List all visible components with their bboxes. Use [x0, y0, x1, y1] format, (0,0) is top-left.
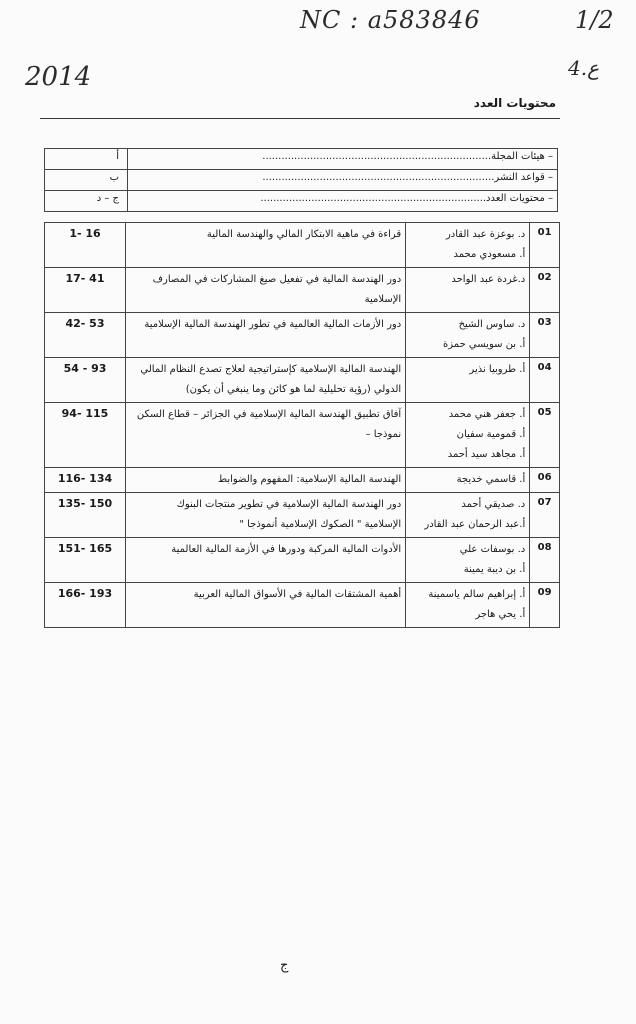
table-row: [45, 170, 558, 191]
article-pages: 116- 134: [45, 468, 126, 493]
article-number: 07: [530, 493, 560, 538]
author-name: أ. بن سويسي حمزة: [443, 339, 526, 350]
title-line: دور الهندسة المالية الإسلامية في تطوير منتجات البنوك: [176, 499, 402, 510]
author-name: أ.عبد الرحمان عبد القادر: [424, 519, 526, 530]
title-line: قراءة في ماهية الابتكار المالي والهندسة المالية: [206, 229, 402, 240]
title-line: دور الهندسة المالية في تفعيل صيغ المشاركات في المصارف: [152, 274, 402, 285]
article-pages: 135- 150: [45, 493, 126, 538]
article-pages: 151- 165: [45, 538, 126, 583]
table-row: [45, 403, 560, 468]
article-authors: [406, 223, 530, 268]
article-authors: [406, 403, 530, 468]
author-name: د. بوسفات علي: [459, 544, 526, 555]
title-line: الأدوات المالية المركبة ودورها في الأزمة المالية العالمية: [171, 544, 402, 555]
front-matter-page: ج – د: [45, 191, 128, 212]
front-matter-page: ب: [45, 170, 128, 191]
title-line: الهندسة المالية الإسلامية كإستراتيجية لعلاج تصدع النظام المالي: [140, 364, 402, 375]
front-matter-label: – محتويات العدد.......................................................................: [128, 191, 558, 212]
article-number: 03: [530, 313, 560, 358]
front-matter-table: [44, 148, 558, 212]
title-line: أهمية المشتقات المالية في الأسواق المالية العربية: [193, 589, 402, 600]
article-authors: [406, 538, 530, 583]
author-name: أ. جعفر هني محمد: [448, 409, 526, 420]
article-authors: [406, 313, 530, 358]
article-title: [125, 223, 405, 268]
article-title: [125, 358, 405, 403]
article-number: 02: [530, 268, 560, 313]
handwritten-reference: NC : a583846: [300, 6, 481, 34]
author-name: د. بوعزة عبد القادر: [445, 229, 526, 240]
article-title: [125, 583, 405, 628]
article-pages: 166- 193: [45, 583, 126, 628]
page-title: محتويات العدد: [473, 96, 556, 110]
article-authors: [406, 268, 530, 313]
article-title: [125, 268, 405, 313]
author-name: أ. يحي هاجر: [475, 609, 526, 620]
article-authors: [406, 493, 530, 538]
article-title: [125, 493, 405, 538]
author-name: أ. مجاهد سيد أحمد: [447, 449, 526, 460]
title-line: الهندسة المالية الإسلامية: المفهوم والضوابط: [217, 474, 402, 485]
handwritten-fraction: 1/2: [575, 6, 614, 34]
author-name: د. صديقي أحمد: [461, 499, 526, 510]
author-name: د.غردة عبد الواحد: [451, 274, 526, 285]
front-matter-page: أ: [45, 149, 128, 170]
article-title: [125, 468, 405, 493]
title-line: نموذجا –: [365, 429, 402, 440]
table-row: [45, 191, 558, 212]
table-row: [45, 223, 560, 268]
table-row: [45, 313, 560, 358]
table-row: [45, 268, 560, 313]
front-matter-label: – هيئات المجلة........................................................................: [128, 149, 558, 170]
header-divider: [40, 118, 560, 119]
title-line: الإسلامية: [364, 294, 402, 305]
article-pages: 17- 41: [45, 268, 126, 313]
author-name: أ. بن ديبة يمينة: [463, 564, 526, 575]
table-row: [45, 358, 560, 403]
handwritten-year: 2014: [25, 62, 92, 92]
title-line: الدولي (رؤية تحليلية لما هو كائن وما ينبغي أن يكون): [185, 384, 402, 395]
page-number: ج: [280, 958, 289, 973]
table-row: [45, 468, 560, 493]
article-title: [125, 538, 405, 583]
article-number: 04: [530, 358, 560, 403]
table-row: [45, 149, 558, 170]
article-pages: 94- 115: [45, 403, 126, 468]
article-pages: 54 - 93: [45, 358, 126, 403]
article-title: [125, 313, 405, 358]
author-name: أ. طروبيا نذير: [469, 364, 526, 375]
author-name: أ. قاسمي خديجة: [456, 474, 526, 485]
article-authors: [406, 358, 530, 403]
article-number: 09: [530, 583, 560, 628]
contents-table: [44, 222, 560, 628]
article-number: 01: [530, 223, 560, 268]
author-name: أ. قمومية سفيان: [456, 429, 526, 440]
article-number: 08: [530, 538, 560, 583]
article-number: 06: [530, 468, 560, 493]
author-name: أ. إبراهيم سالم ياسمينة: [428, 589, 526, 600]
handwritten-issue-code: ع.4: [568, 56, 600, 80]
article-number: 05: [530, 403, 560, 468]
article-pages: 42- 53: [45, 313, 126, 358]
table-row: [45, 583, 560, 628]
article-title: [125, 403, 405, 468]
article-authors: [406, 468, 530, 493]
title-line: دور الأزمات المالية العالمية في تطور الهندسة المالية الإسلامية: [144, 319, 402, 330]
article-authors: [406, 583, 530, 628]
front-matter-label: – قواعد النشر.........................................................................: [128, 170, 558, 191]
title-line: آفاق تطبيق الهندسة المالية الإسلامية في الجزائر – قطاع السكن: [136, 409, 402, 420]
article-pages: 1- 16: [45, 223, 126, 268]
table-row: [45, 493, 560, 538]
author-name: د. ساوس الشيخ: [458, 319, 526, 330]
title-line: الإسلامية " الصكوك الإسلامية أنموذجا ": [239, 519, 402, 530]
table-row: [45, 538, 560, 583]
author-name: أ. مسعودي محمد: [453, 249, 526, 260]
